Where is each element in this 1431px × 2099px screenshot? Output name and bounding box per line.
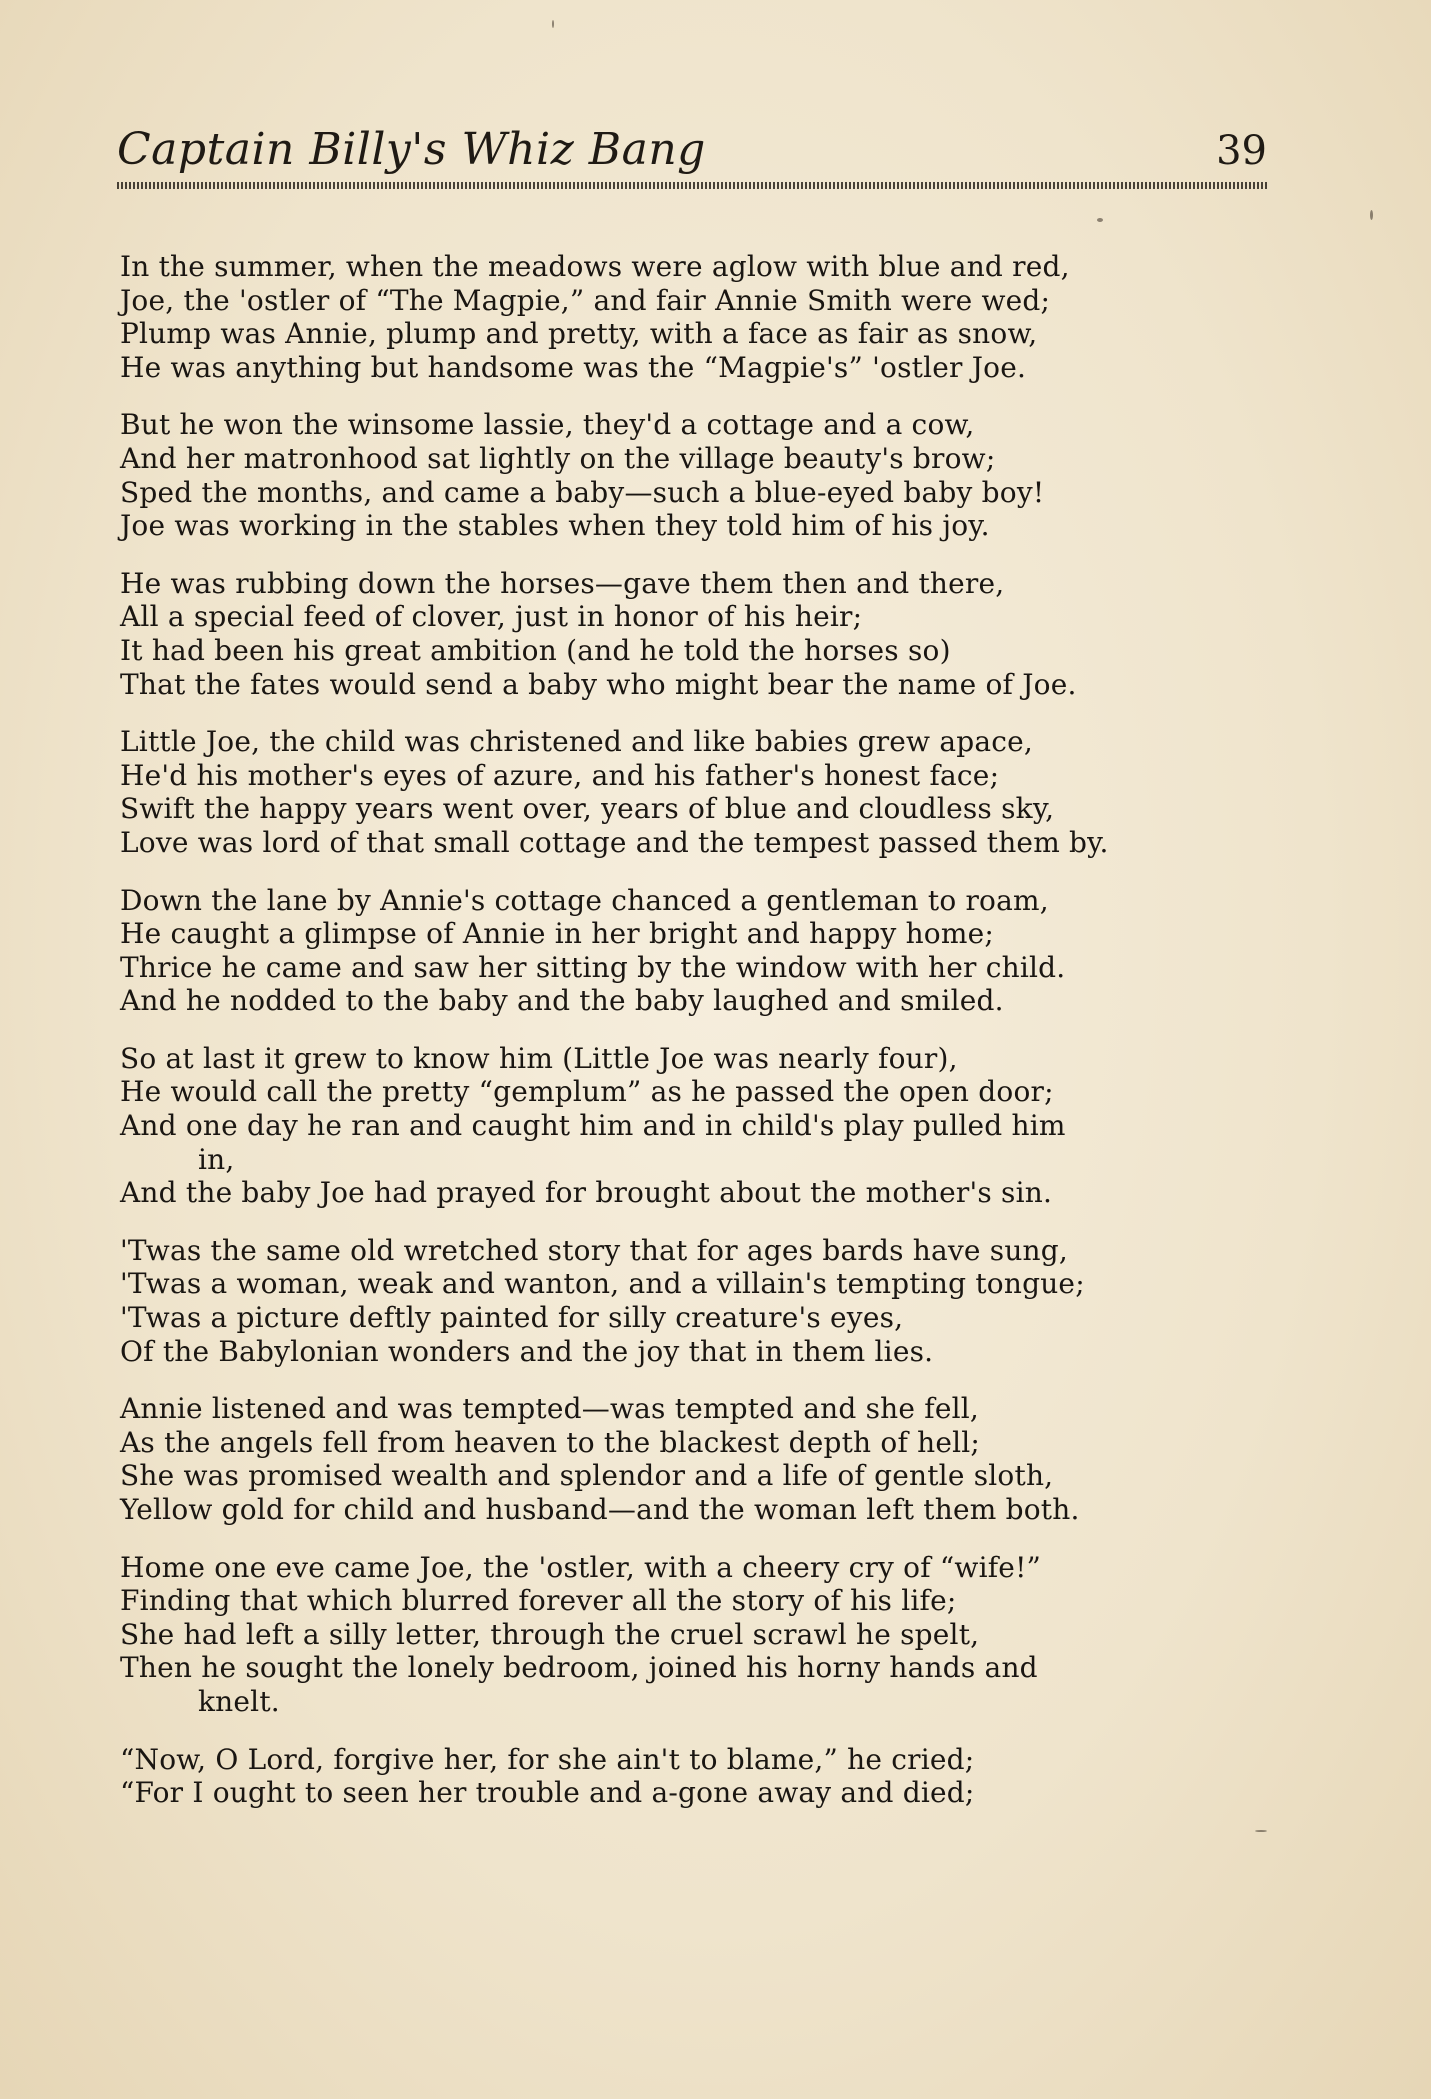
poem-line: As the angels fell from heaven to the blackest depth of hell; — [120, 1425, 981, 1459]
poem-line: Swift the happy years went over, years of blue and cloudless sky, — [120, 792, 1055, 826]
poem-line: He was rubbing down the horses—gave them then and there, — [120, 566, 1005, 600]
poem-line: Home one eve came Joe, the 'ostler, with a cheery cry of “wife!” — [120, 1550, 1042, 1584]
poem-line: Plump was Annie, plump and pretty, with a face as fair as snow, — [120, 317, 1038, 351]
poem-line: Joe, the 'ostler of “The Magpie,” and fair Annie Smith were wed; — [120, 283, 1051, 317]
stanza-9 — [120, 1551, 1290, 1719]
poem-line: But he won the winsome lassie, they'd a cottage and a cow, — [120, 408, 975, 442]
poem-line-continuation: in, — [198, 1142, 235, 1176]
poem-line: 'Twas a picture deftly painted for silly creature's eyes, — [120, 1301, 904, 1335]
stanza-3 — [120, 567, 1290, 701]
paper-speck — [552, 20, 554, 28]
paper-speck — [1370, 210, 1373, 220]
poem-line: Little Joe, the child was christened and like babies grew apace, — [120, 725, 1033, 759]
poem-line: That the fates would send a baby who might bear the name of Joe. — [120, 667, 1077, 701]
stanza-8 — [120, 1392, 1290, 1526]
poem-line: Joe was working in the stables when they told him of his joy. — [120, 509, 990, 543]
running-header — [117, 124, 1267, 184]
poem-line: He caught a glimpse of Annie in her bright and happy home; — [120, 917, 995, 951]
poem-line: It had been his great ambition (and he told the horses so) — [120, 633, 951, 667]
poem-line-continuation: knelt. — [198, 1684, 280, 1718]
page-number: 39 — [1216, 128, 1267, 174]
stanza-4 — [120, 725, 1290, 859]
poem-line: Finding that which blurred forever all the story of his life; — [120, 1584, 957, 1618]
poem-line: She was promised wealth and splendor and a life of gentle sloth, — [120, 1459, 1054, 1493]
stanza-2 — [120, 408, 1290, 542]
poem-line: She had left a silly letter, through the cruel scrawl he spelt, — [120, 1617, 980, 1651]
poem-line: Of the Babylonian wonders and the joy that in them lies. — [120, 1334, 934, 1368]
poem-line: Annie listened and was tempted—was tempted and she fell, — [120, 1392, 980, 1426]
header-rule — [117, 182, 1267, 189]
poem-line: Then he sought the lonely bedroom, joined his horny hands and — [120, 1651, 1038, 1685]
poem-line: Thrice he came and saw her sitting by the window with her child. — [120, 950, 1066, 984]
stanza-5 — [120, 884, 1290, 1018]
poem-line: He'd his mother's eyes of azure, and his father's honest face; — [120, 758, 1000, 792]
poem-line: 'Twas a woman, weak and wanton, and a villain's tempting tongue; — [120, 1267, 1085, 1301]
poem-body — [120, 250, 1290, 1834]
poem-line: All a special feed of clover, just in honor of his heir; — [120, 600, 863, 634]
stanza-7 — [120, 1234, 1290, 1368]
poem-line: He was anything but handsome was the “Magpie's” 'ostler Joe. — [120, 350, 1027, 384]
poem-line: Down the lane by Annie's cottage chanced a gentleman to roam, — [120, 883, 1049, 917]
poem-line: Love was lord of that small cottage and the tempest passed them by. — [120, 825, 1109, 859]
poem-line: Yellow gold for child and husband—and the woman left them both. — [120, 1493, 1080, 1526]
poem-line: And her matronhood sat lightly on the village beauty's brow; — [120, 441, 996, 475]
poem-line: And one day he ran and caught him and in child's play pulled him — [120, 1109, 1066, 1143]
poem-line: Sped the months, and came a baby—such a blue-eyed baby boy! — [120, 475, 1045, 509]
paper-speck — [1255, 1830, 1267, 1832]
poem-line: He would call the pretty “gemplum” as he passed the open door; — [120, 1075, 1054, 1109]
poem-line: And the baby Joe had prayed for brought about the mother's sin. — [120, 1176, 1053, 1210]
poem-line: 'Twas the same old wretched story that for ages bards have sung, — [120, 1233, 1069, 1267]
stanza-1 — [120, 250, 1290, 384]
poem-line: “For I ought to seen her trouble and a-gone away and died; — [120, 1776, 975, 1810]
paper-speck — [1097, 218, 1103, 222]
poem-line: So at last it grew to know him (Little Joe was nearly four), — [120, 1041, 958, 1075]
running-title: Captain Billy's Whiz Bang — [117, 124, 706, 175]
poem-line: “Now, O Lord, forgive her, for she ain't to blame,” he cried; — [120, 1742, 975, 1776]
stanza-6 — [120, 1042, 1290, 1210]
stanza-10 — [120, 1743, 1290, 1810]
poem-line: And he nodded to the baby and the baby laughed and smiled. — [120, 984, 1004, 1018]
poem-line: In the summer, when the meadows were aglow with blue and red, — [120, 250, 1070, 283]
